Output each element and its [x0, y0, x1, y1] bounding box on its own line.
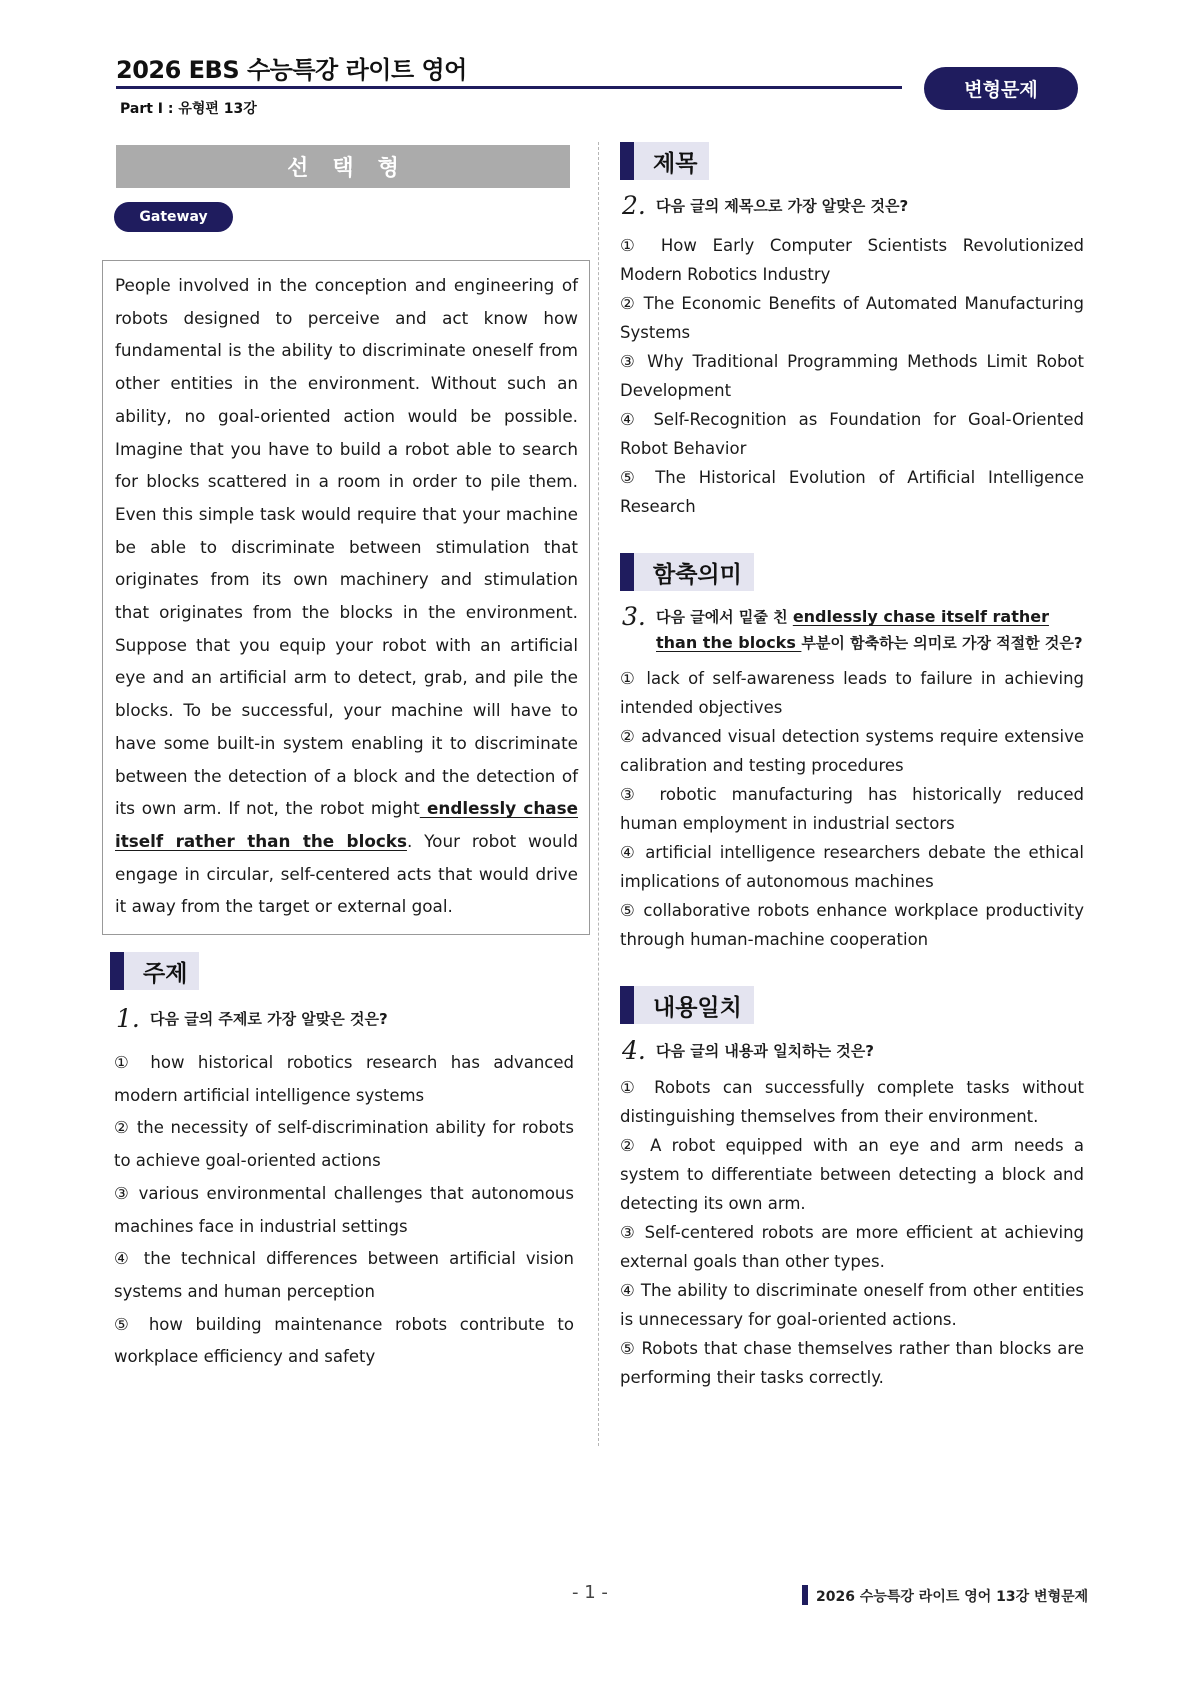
- section-tag-marker: [620, 986, 634, 1024]
- option-1[interactable]: ① lack of self-awareness leads to failure in achieving intended objectives: [620, 669, 1084, 717]
- question-3-options: [620, 664, 1084, 954]
- footer-marker: [802, 1585, 808, 1605]
- passage-box: [102, 260, 590, 935]
- option-1[interactable]: ① how historical robotics research has advanced modern artificial intelligence systems: [114, 1053, 574, 1105]
- question-text: 다음 글의 제목으로 가장 알맞은 것은?: [656, 197, 909, 215]
- section-tag-marker: [620, 553, 634, 591]
- gateway-badge: Gateway: [114, 202, 233, 232]
- question-underlined-phrase: endlessly chase itself rather than the blocks: [656, 607, 1049, 652]
- question-number: 3.: [622, 602, 646, 631]
- passage-underlined-phrase: endlessly chase itself rather than the blocks: [115, 798, 578, 851]
- document-title: 2026 EBS 수능특강 라이트 영어: [116, 56, 467, 84]
- footer-label: 2026 수능특강 라이트 영어 13강 변형문제: [816, 1589, 1089, 1605]
- option-4[interactable]: ④ the technical differences between artificial vision systems and human perception: [114, 1249, 574, 1301]
- section-tag-content-match: [620, 986, 754, 1024]
- part-label: Part Ⅰ : 유형편 13강: [120, 101, 257, 117]
- option-3[interactable]: ③ robotic manufacturing has historically reduced human employment in industrial sectors: [620, 785, 1084, 833]
- option-2[interactable]: ② the necessity of self-discrimination ability for robots to achieve goal-oriented actions: [114, 1118, 574, 1171]
- option-2[interactable]: ② A robot equipped with an eye and arm needs a system to differentiate between detecting a block and detecting its own arm.: [620, 1136, 1084, 1213]
- passage-text-end: . Your robot would engage in circular, self-centered acts that would drive it away from the target or external goal.: [115, 830, 578, 917]
- section-tag-label: 내용일치: [634, 986, 754, 1024]
- option-1[interactable]: ① Robots can successfully complete tasks without distinguishing themselves from their environment.: [620, 1078, 1084, 1126]
- question-1-heading: [116, 1006, 574, 1032]
- question-text-start: 다음 글에서 밑줄 친: [656, 608, 793, 626]
- option-5[interactable]: ⑤ collaborative robots enhance workplace productivity through human-machine cooperation: [620, 901, 1084, 949]
- section-tag-label: 주제: [124, 952, 199, 990]
- question-text-end: 부분이 함축하는 의미로 가장 적절한 것은?: [801, 634, 1083, 652]
- section-tag-marker: [620, 142, 634, 180]
- question-text: [656, 604, 1084, 656]
- section-tag-label: 제목: [634, 142, 709, 180]
- option-3[interactable]: ③ Why Traditional Programming Methods Limit Robot Development: [620, 352, 1084, 400]
- section-tag-implication: [620, 553, 754, 591]
- question-2-options: [620, 231, 1084, 521]
- option-4[interactable]: ④ The ability to discriminate oneself from other entities is unnecessary for goal-oriented actions.: [620, 1281, 1084, 1329]
- question-number: 4.: [622, 1036, 646, 1065]
- title-underline: [116, 86, 902, 89]
- option-2[interactable]: ② The Economic Benefits of Automated Manufacturing Systems: [620, 294, 1084, 342]
- column-divider: [598, 142, 599, 1446]
- section-tag-label: 함축의미: [634, 553, 754, 591]
- question-4-options: [620, 1073, 1084, 1392]
- question-text: 다음 글의 내용과 일치하는 것은?: [656, 1042, 874, 1060]
- option-3[interactable]: ③ various environmental challenges that autonomous machines face in industrial settings: [114, 1183, 574, 1236]
- question-text: 다음 글의 주제로 가장 알맞은 것은?: [150, 1010, 388, 1028]
- select-type-banner: 선택형: [116, 145, 570, 188]
- option-2[interactable]: ② advanced visual detection systems require extensive calibration and testing procedures: [620, 727, 1084, 775]
- option-5[interactable]: ⑤ Robots that chase themselves rather than blocks are performing their tasks correctly.: [620, 1339, 1084, 1387]
- option-3[interactable]: ③ Self-centered robots are more efficient at achieving external goals than other types.: [620, 1223, 1084, 1271]
- section-tag-title: [620, 142, 709, 180]
- option-1[interactable]: ① How Early Computer Scientists Revolutionized Modern Robotics Industry: [620, 236, 1084, 284]
- page-number: - 1 -: [572, 1582, 608, 1603]
- section-tag-marker: [110, 952, 124, 990]
- question-number: 2.: [622, 191, 646, 220]
- question-2-heading: [622, 193, 1084, 219]
- question-1-options: [114, 1047, 574, 1374]
- option-5[interactable]: ⑤ how building maintenance robots contribute to workplace efficiency and safety: [114, 1314, 574, 1367]
- question-3-heading: [622, 604, 1084, 656]
- section-tag-topic: [110, 952, 199, 990]
- option-4[interactable]: ④ artificial intelligence researchers debate the ethical implications of autonomous machines: [620, 843, 1084, 891]
- question-number: 1.: [116, 1004, 140, 1033]
- option-4[interactable]: ④ Self-Recognition as Foundation for Goal-Oriented Robot Behavior: [620, 410, 1084, 458]
- question-4-heading: [622, 1038, 1084, 1064]
- passage-text: People involved in the conception and engineering of robots designed to perceive and act know how fundamental is the ability to discriminate oneself from other entities in the environment. Without such an ability, no goal-oriented action would be possible. Imagine that you have to build a robot able to search for blocks scattered in a room in order to pile them. Even this simple task would require that your machine be able to discriminate between stimulation that originates from its own machinery and stimulation that originates from the blocks in the environment. Suppose that you equip your robot with an artificial eye and an artificial arm to detect, grab, and pile the blocks. To be successful, your machine will have to have some built-in system enabling it to discriminate between the detection of a block and the detection of its own arm. If not, the robot might: [115, 275, 578, 819]
- option-5[interactable]: ⑤ The Historical Evolution of Artificial Intelligence Research: [620, 468, 1084, 516]
- variant-badge: 변형문제: [924, 67, 1078, 110]
